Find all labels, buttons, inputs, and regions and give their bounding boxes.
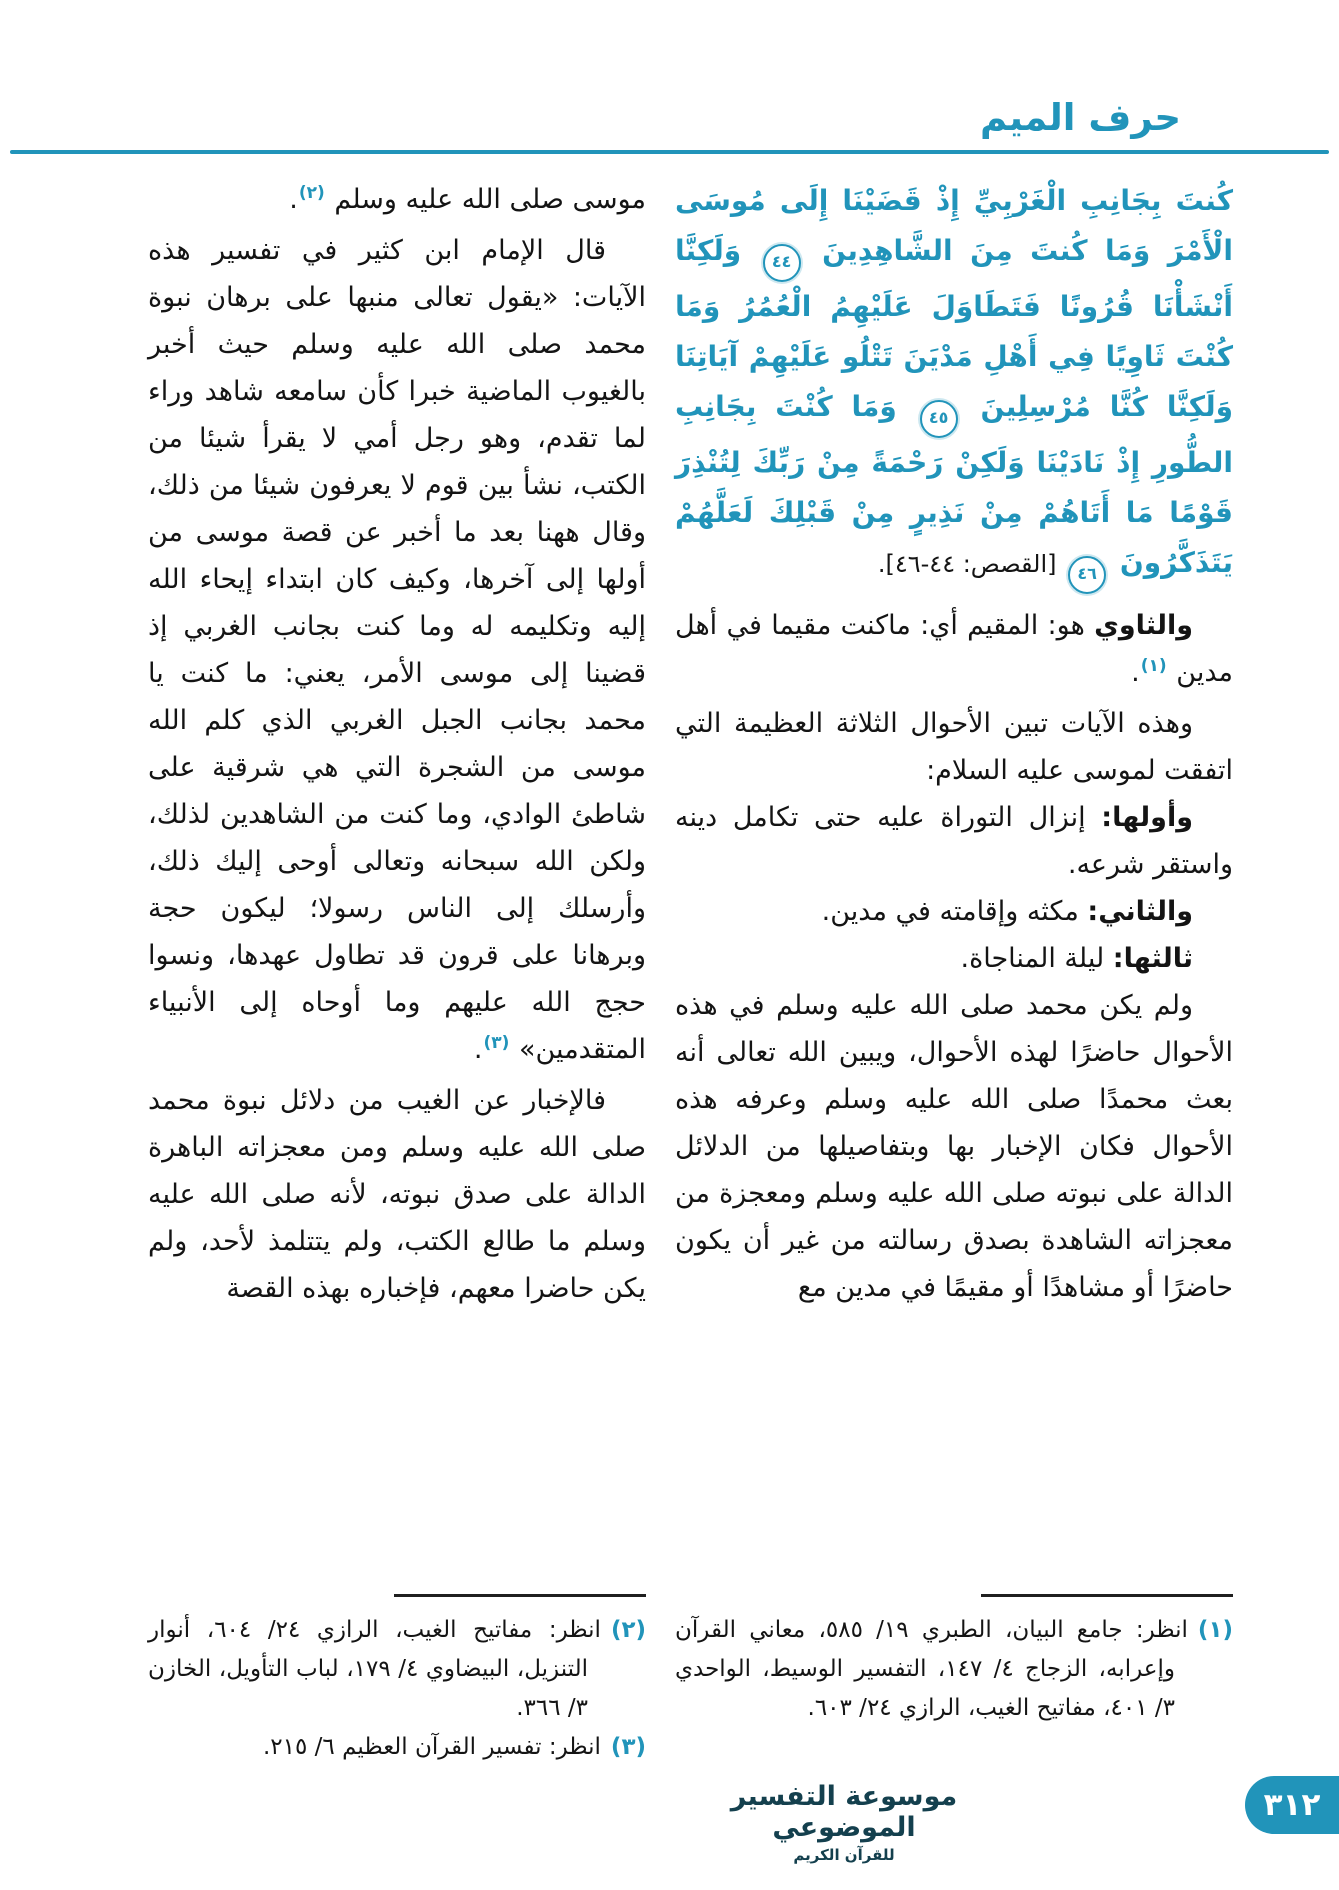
text-run: وَلَكِنَّا أَنْشَأْنَا قُرُونًا فَتَطَاوَلَ عَلَيْهِمُ الْعُمُرُ وَمَا كُنْتَ ثَاوِيًا فِي أَهْلِ مَدْيَنَ تَتْلُو عَلَيْهِمْ آيَاتِنَا وَلَكِنَّا كُنَّا مُرْسِلِينَ [675, 234, 1233, 423]
paragraph [148, 227, 646, 1077]
footnote [148, 1728, 646, 1767]
footnote-separator [394, 1594, 646, 1597]
page-number-badge [1245, 1776, 1339, 1834]
text-run: كُنتَ بِجَانِبِ الْغَرْبِيِّ إِذْ قَضَيْنَا إِلَى مُوسَى الْأَمْرَ وَمَا كُنتَ مِنَ الشَّاهِدِينَ [675, 184, 1233, 267]
left-footnote-area [148, 1594, 646, 1767]
text-run: وَمَا كُنْتَ بِجَانِبِ الطُّورِ إِذْ نَادَيْنَا وَلَكِنْ رَحْمَةً مِنْ رَبِّكَ لِتُنْذِرَ قَوْمًا مَا أَتَاهُمْ مِنْ نَذِيرٍ مِنْ قَبْلِكَ لَعَلَّهُمْ يَتَذَكَّرُونَ [675, 390, 1233, 579]
ayah-end-marker: ٤٦ [1068, 556, 1106, 594]
footnote [148, 1611, 646, 1728]
right-footnotes [675, 1611, 1233, 1728]
logo-title: موسوعة التفسير الموضوعي [730, 1781, 958, 1843]
surah-reference: [القصص: ٤٤-٤٦]. [877, 550, 1065, 578]
text-run: مكثه وإقامته في مدين. [821, 896, 1088, 927]
text-run: ليلة المناجاة. [960, 943, 1113, 974]
ayah-end-marker: ٤٥ [920, 400, 958, 438]
footnote-number: (٣) [610, 1734, 646, 1760]
text-run: . [289, 184, 298, 215]
left-footnotes [148, 1611, 646, 1767]
text-run: . [1131, 657, 1140, 688]
paragraph [675, 935, 1233, 982]
quran-verses [675, 176, 1233, 594]
text-run: وهذه الآيات تبين الأحوال الثلاثة العظيمة التي اتفقت لموسى عليه السلام: [675, 708, 1233, 786]
left-column-text [148, 176, 646, 1312]
footnote-separator [981, 1594, 1233, 1597]
text-run: فالإخبار عن الغيب من دلائل نبوة محمد صلى الله عليه وسلم ومن معجزاته الباهرة الدالة على صدق نبوته، لأنه صلى الله عليه وسلم ما طالع الكتب، ولم يتتلمذ لأحد، ولم يكن حاضرا معهم، فإخباره بهذه القصة [148, 1085, 646, 1304]
text-run: ولم يكن محمد صلى الله عليه وسلم في هذه الأحوال حاضرًا لهذه الأحوال، ويبين الله تعالى أنه بعث محمدًا صلى الله عليه وسلم وعرفه هذه الأحوال فكان الإخبار بها وبتفاصيلها من الدلائل الدالة على نبوته صلى الله عليه وسلم ومعجزة من معجزاته الشاهدة بصدق رسالته من غير أن يكون حاضرًا أو مشاهدًا أو مقيمًا في مدين مع [675, 990, 1233, 1303]
footnote-number: (٢) [610, 1617, 647, 1643]
right-column [675, 176, 1233, 1766]
lead-word: ثالثها: [1112, 943, 1193, 974]
logo-subtitle: للقرآن الكريم [793, 1846, 895, 1864]
header-rule [10, 150, 1329, 154]
page-number: ٣١٢ [1263, 1787, 1321, 1823]
lead-word: وأولها: [1101, 802, 1193, 833]
right-column-text [675, 602, 1233, 1311]
footnote-text: انظر: مفاتيح الغيب، الرازي ٢٤/ ٦٠٤، أنوار التنزيل، البيضاوي ٤/ ١٧٩، لباب التأويل، الخازن ٣/ ٣٦٦. [148, 1617, 601, 1721]
paragraph [675, 982, 1233, 1311]
paragraph [675, 888, 1233, 935]
text-run: هو: المقيم أي: ماكنت مقيما في أهل مدين [675, 610, 1233, 688]
text-run: . [473, 1034, 483, 1065]
chapter-header: حرف الميم [979, 96, 1181, 139]
paragraph [675, 700, 1233, 794]
text-run: موسى صلى الله عليه وسلم [325, 184, 646, 215]
ayah-end-marker: ٤٤ [763, 244, 801, 282]
text-run: قال الإمام ابن كثير في تفسير هذه الآيات: «يقول تعالى منبها على برهان نبوة محمد صلى الله عليه وسلم حيث أخبر بالغيوب الماضية خبرا كأن سامعه شاهد وراء لما تقدم، وهو رجل أمي لا يقرأ شيئا من الكتب، نشأ بين قوم لا يعرفون شيئا من ذلك، وقال ههنا بعد ما أخبر عن قصة موسى من أولها إلى آخرها، وكيف كان ابتداء إيحاء الله إليه وتكليمه له وما كنت بجانب الغربي إذ قضينا إلى موسى الأمر، يعني: ما كنت يا محمد بجانب الجبل الغربي الذي كلم الله موسى من الشجرة التي هي شرقية على شاطئ الوادي، وما كنت من الشاهدين لذلك، ولكن الله سبحانه وتعالى أوحى إليك ذلك، وأرسلك إلى الناس رسولا؛ ليكون حجة وبرهانا على قرون قد تطاول عهدها، ونسوا حجج الله عليهم وما أوحاه إلى الأنبياء المتقدمين» [148, 235, 646, 1065]
paragraph [148, 176, 646, 227]
text-run: إنزال التوراة عليه حتى تكامل دينه واستقر شرعه. [675, 802, 1233, 880]
left-column [148, 176, 646, 1766]
footnote-marker: (٣) [483, 1033, 510, 1053]
lead-word: والثاني: [1087, 896, 1193, 927]
publisher-logo [689, 1781, 999, 1864]
right-footnote-area [675, 1594, 1233, 1728]
paragraph [675, 602, 1233, 700]
paragraph [148, 1077, 646, 1312]
footnote [675, 1611, 1233, 1728]
footnote-text: انظر: تفسير القرآن العظيم ٦/ ٢١٥. [262, 1734, 601, 1760]
paragraph [675, 794, 1233, 888]
footnote-marker: (١) [1140, 656, 1167, 676]
footnote-marker: (٢) [298, 183, 325, 203]
footnote-number: (١) [1197, 1617, 1233, 1643]
lead-word: والثاوي [1094, 610, 1193, 641]
footnote-text: انظر: جامع البيان، الطبري ١٩/ ٥٨٥، معاني القرآن وإعرابه، الزجاج ٤/ ١٤٧، التفسير الوسيط، الواحدي ٣/ ٤٠١، مفاتيح الغيب، الرازي ٢٤/ ٦٠٣. [675, 1617, 1188, 1721]
